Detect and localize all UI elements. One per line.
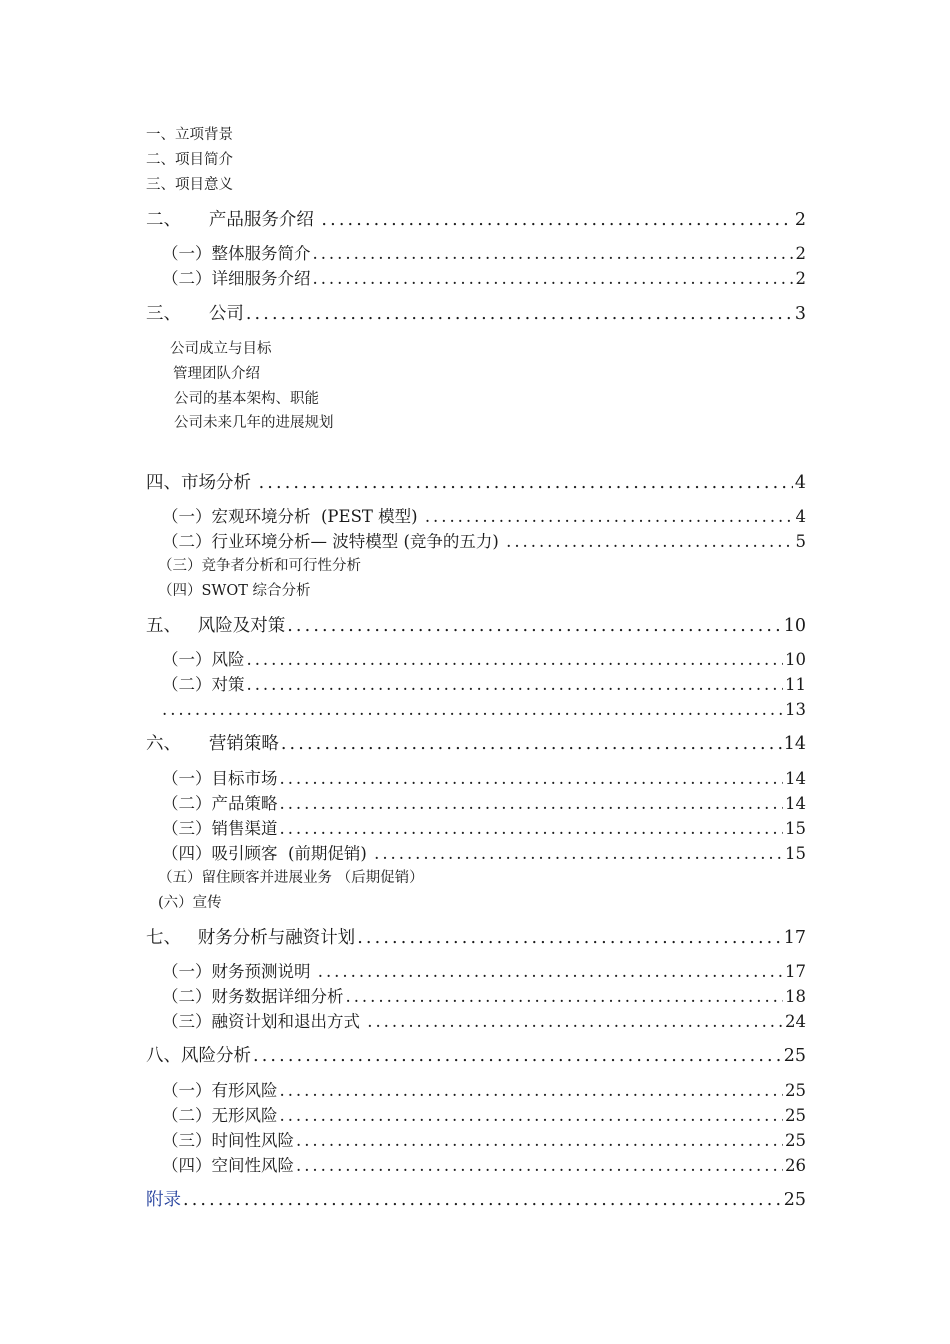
toc-entry-5-3[interactable] [160, 702, 806, 719]
toc-label: 六、 营销策略 [146, 734, 279, 754]
toc-label: （三）时间性风险 [162, 1131, 294, 1150]
toc-leader [313, 246, 794, 263]
toc-leader [183, 1192, 782, 1210]
toc-label: （一）目标市场 [162, 769, 278, 788]
toc-page-number: 10 [783, 616, 806, 636]
toc-page-number: 14 [785, 794, 806, 813]
toc-entry-6-3[interactable] [162, 821, 806, 838]
toc-item-swot: （四）SWOT 综合分析 [158, 583, 311, 599]
toc-label: （二）产品策略 [162, 794, 278, 813]
toc-label: 七、 财务分析与融资计划 [146, 928, 356, 948]
toc-leader [346, 989, 784, 1006]
toc-entry-8-3[interactable] [162, 1133, 806, 1150]
toc-page-number: 26 [785, 1156, 806, 1175]
toc-page-number: 2 [794, 210, 806, 230]
toc-page-number: 17 [783, 928, 806, 948]
toc-leader [280, 1108, 784, 1125]
toc-entry-2-1[interactable] [162, 246, 806, 263]
toc-page-number: 15 [785, 819, 806, 838]
toc-label: （一）有形风险 [162, 1081, 278, 1100]
toc-label: （二）无形风险 [162, 1106, 278, 1125]
toc-page-number: 18 [785, 987, 806, 1006]
toc-page-number: 2 [795, 244, 806, 263]
toc-label: （四）空间性风险 [162, 1156, 294, 1175]
toc-page-number: 13 [785, 700, 806, 719]
toc-page-number: 24 [785, 1012, 806, 1031]
toc-label: 五、 风险及对策 [146, 616, 286, 636]
toc-leader [280, 771, 784, 788]
toc-section-5[interactable] [146, 618, 806, 636]
toc-label: 四、市场分析 [146, 473, 257, 493]
toc-leader [321, 212, 792, 230]
toc-entry-7-2[interactable] [162, 989, 806, 1006]
toc-leader [247, 652, 784, 669]
toc-label: （四）吸引顾客 (前期促销) [162, 844, 373, 863]
toc-page-number: 17 [785, 962, 806, 981]
toc-page-number: 25 [783, 1046, 806, 1066]
toc-page-number: 10 [785, 650, 806, 669]
toc-page-number: 25 [785, 1131, 806, 1150]
toc-entry-5-1[interactable] [162, 652, 806, 669]
toc-label: 二、 产品服务介绍 [146, 210, 320, 230]
toc-entry-4-2[interactable] [162, 534, 806, 551]
toc-label: （二）财务数据详细分析 [162, 987, 344, 1006]
toc-leader [313, 271, 794, 288]
toc-label: （一）风险 [162, 650, 245, 669]
toc-entry-5-2[interactable] [162, 677, 806, 694]
toc-label: （二）详细服务介绍 [162, 269, 311, 288]
toc-page-number: 4 [795, 507, 806, 526]
toc-entry-7-1[interactable] [162, 964, 806, 981]
toc-leader [162, 702, 783, 719]
toc-section-8[interactable] [146, 1048, 806, 1066]
toc-entry-8-2[interactable] [162, 1108, 806, 1125]
toc-page-number: 11 [785, 675, 806, 694]
toc-page-number: 3 [794, 304, 806, 324]
toc-entry-6-2[interactable] [162, 796, 806, 813]
toc-leader [506, 534, 793, 551]
toc-page-number: 4 [794, 473, 806, 493]
toc-leader [367, 1014, 783, 1031]
toc-entry-6-4[interactable] [162, 846, 806, 863]
toc-section-6[interactable] [146, 736, 806, 754]
toc-leader [425, 509, 794, 526]
toc-page-number: 14 [783, 734, 806, 754]
toc-page-number: 5 [795, 532, 806, 551]
toc-item-retain-customers: （五）留住顾客并进展业务 （后期促销） [158, 870, 424, 886]
toc-label: （三）销售渠道 [162, 819, 278, 838]
toc-item-management-team: 管理团队介绍 [173, 366, 260, 382]
toc-item-significance: 三、项目意义 [146, 177, 233, 193]
toc-leader [374, 846, 783, 863]
toc-leader [357, 930, 782, 948]
toc-item-competitor-analysis: （三）竞争者分析和可行性分析 [158, 558, 361, 574]
toc-leader [318, 964, 783, 981]
toc-leader [280, 1083, 784, 1100]
toc-section-7[interactable] [146, 930, 806, 948]
toc-label: （一）宏观环境分析 (PEST 模型) [162, 507, 423, 526]
toc-label: （一）财务预测说明 [162, 962, 316, 981]
toc-item-company-structure: 公司的基本架构、职能 [174, 391, 319, 407]
toc-leader [259, 475, 793, 493]
toc-page-number: 25 [783, 1190, 806, 1210]
toc-leader [287, 618, 782, 636]
toc-entry-6-1[interactable] [162, 771, 806, 788]
toc-page-number: 15 [785, 844, 806, 863]
toc-leader [280, 796, 784, 813]
toc-label: 附录 [146, 1190, 181, 1210]
toc-leader [296, 1158, 783, 1175]
toc-item-company-founding: 公司成立与目标 [170, 341, 272, 357]
toc-entry-4-1[interactable] [162, 509, 806, 526]
toc-page-number: 2 [795, 269, 806, 288]
toc-label: （二）行业环境分析— 波特模型 (竞争的五力) [162, 532, 505, 551]
toc-leader [253, 1048, 782, 1066]
toc-page-number: 25 [785, 1106, 806, 1125]
toc-label: （二）对策 [162, 675, 245, 694]
toc-item-intro: 二、项目简介 [146, 152, 233, 168]
toc-leader [296, 1133, 783, 1150]
toc-entry-8-1[interactable] [162, 1083, 806, 1100]
toc-label: 八、风险分析 [146, 1046, 251, 1066]
toc-label: 三、 公司 [146, 304, 244, 324]
toc-entry-2-2[interactable] [162, 271, 806, 288]
toc-leader [246, 306, 793, 324]
toc-entry-7-3[interactable] [162, 1014, 806, 1031]
toc-label: （一）整体服务简介 [162, 244, 311, 263]
toc-appendix[interactable] [146, 1192, 806, 1210]
toc-section-2[interactable] [146, 212, 806, 230]
toc-page-number: 25 [785, 1081, 806, 1100]
toc-entry-8-4[interactable] [162, 1158, 806, 1175]
toc-leader [247, 677, 784, 694]
toc-leader [281, 736, 782, 754]
toc-item-promotion: (六）宣传 [158, 895, 222, 911]
toc-page-number: 14 [785, 769, 806, 788]
toc-item-background: 一、立项背景 [146, 127, 233, 143]
toc-leader [280, 821, 784, 838]
toc-section-4[interactable] [146, 475, 806, 493]
toc-section-3[interactable] [146, 306, 806, 324]
toc-label: （三）融资计划和退出方式 [162, 1012, 366, 1031]
toc-item-company-plan: 公司未来几年的进展规划 [174, 415, 334, 431]
